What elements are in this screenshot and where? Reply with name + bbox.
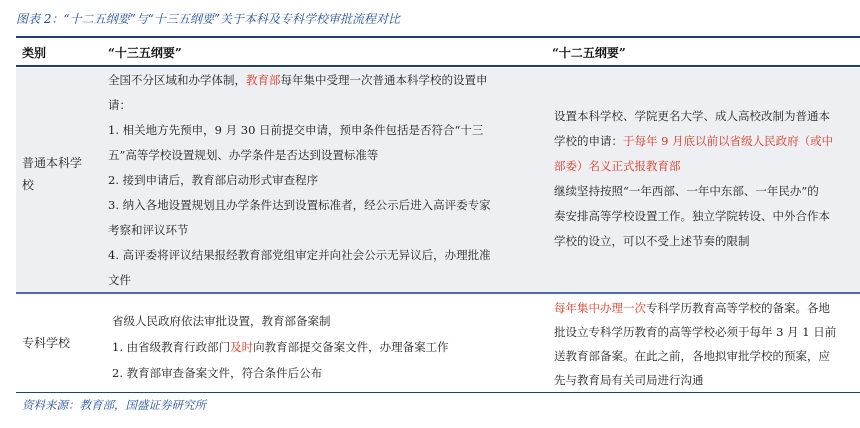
cell-line — [554, 129, 860, 154]
cell-line — [108, 243, 538, 268]
row-label-college: 专科学校 — [22, 336, 71, 350]
table-header — [16, 38, 860, 64]
highlighted-text: 教育部 — [246, 73, 281, 87]
cell-text: 全国不分区域和办学体制， — [108, 73, 246, 87]
cell-line — [108, 218, 538, 243]
cell-line — [554, 204, 860, 229]
cell-text: 专科学历教育高等学校的备案。各地 — [646, 301, 830, 315]
cell-text: 向教育部提交备案文件，办理备案工作 — [253, 340, 449, 354]
cell-text: 继续坚持按照“一年西部、一年中东部、一年民办”的 — [554, 184, 819, 198]
cell-text: 先与教育局有关司局进行沟通 — [554, 373, 704, 387]
cell-text: 2. 教育部审查备案文件，符合条件后公布 — [112, 366, 323, 380]
cell-line — [554, 296, 860, 320]
cell-line — [108, 68, 538, 93]
cell-line — [112, 334, 532, 360]
cell-line — [554, 344, 860, 368]
cell-text: 1. 相关地方先预申，9 月 30 日前提交申请，预申条件包括是否符合“十三 — [108, 123, 484, 137]
header-13th-plan: “十三五纲要” — [108, 46, 182, 60]
cell-line — [112, 360, 532, 386]
undergraduate-13th-plan-cell — [108, 68, 538, 293]
cell-text: 送教育部备案。在此之前，各地拟审批学校的预案，应 — [554, 349, 830, 363]
cell-text: 批设立专科学历教育的高等学校必须于每年 3 月 1 日前 — [554, 325, 837, 339]
cell-text: 1. 由省级教育行政部门 — [112, 340, 231, 354]
cell-line — [554, 229, 860, 254]
header-12th-plan: “十二五纲要” — [552, 46, 626, 60]
cell-line — [108, 118, 538, 143]
cell-text: 每年集中受理一次普通本科学校的设置申 — [280, 73, 488, 87]
row-label-undergraduate: 普通本科学校 — [22, 156, 83, 192]
cell-text: 4. 高评委将评议结果报经教育部党组审定并向社会公示无异议后，办理批准 — [108, 248, 491, 262]
cell-line — [108, 93, 538, 118]
highlighted-text: 每年集中办理一次 — [554, 301, 646, 315]
cell-text: 考察和评议环节 — [108, 223, 189, 237]
cell-line — [112, 308, 532, 334]
cell-text: 学校的设立，可以不受上述节奏的限制 — [554, 234, 750, 248]
cell-line — [554, 179, 860, 204]
cell-text: 设置本科学校、学院更名大学、成人高校改制为普通本 — [554, 109, 830, 123]
cell-line — [108, 143, 538, 168]
undergraduate-12th-plan-cell — [554, 104, 860, 254]
cell-text: 五”高等学校设置规划、办学条件是否达到设置标准等 — [108, 148, 379, 162]
cell-line — [554, 320, 860, 344]
figure-caption: 图表 2：“十二五纲要”与“十三五纲要”关于本科及专科学校审批流程对比 — [16, 12, 400, 26]
cell-line — [554, 154, 860, 179]
cell-line — [554, 368, 860, 392]
cell-line — [108, 268, 538, 293]
highlighted-text: 部委）名义正式报教育部 — [554, 159, 681, 173]
cell-line — [108, 168, 538, 193]
cell-line — [554, 104, 860, 129]
highlighted-text: 于每年 9 月底以前以省级人民政府（或中 — [623, 134, 834, 148]
college-13th-plan-cell — [112, 308, 532, 386]
cell-text: 请： — [108, 98, 131, 112]
college-12th-plan-cell — [554, 296, 860, 392]
source-note: 资料来源：教育部，国盛证券研究所 — [22, 398, 206, 412]
highlighted-text: 及时 — [230, 340, 254, 354]
table-bottom-rule — [16, 392, 860, 393]
cell-text: 省级人民政府依法审批设置，教育部备案制 — [112, 314, 331, 328]
cell-text: 奏安排高等学校设置工作。独立学院转设、中外合作本 — [554, 209, 830, 223]
cell-text: 学校的申请： — [554, 134, 623, 148]
cell-text: 3. 纳入各地设置规划且办学条件达到设置标准者，经公示后进入高评委专家 — [108, 198, 491, 212]
header-category: 类别 — [22, 46, 47, 60]
cell-line — [108, 193, 538, 218]
cell-text: 文件 — [108, 273, 131, 287]
cell-text: 2. 接到申请后，教育部启动形式审查程序 — [108, 173, 319, 187]
header-bottom-rule — [16, 65, 860, 67]
